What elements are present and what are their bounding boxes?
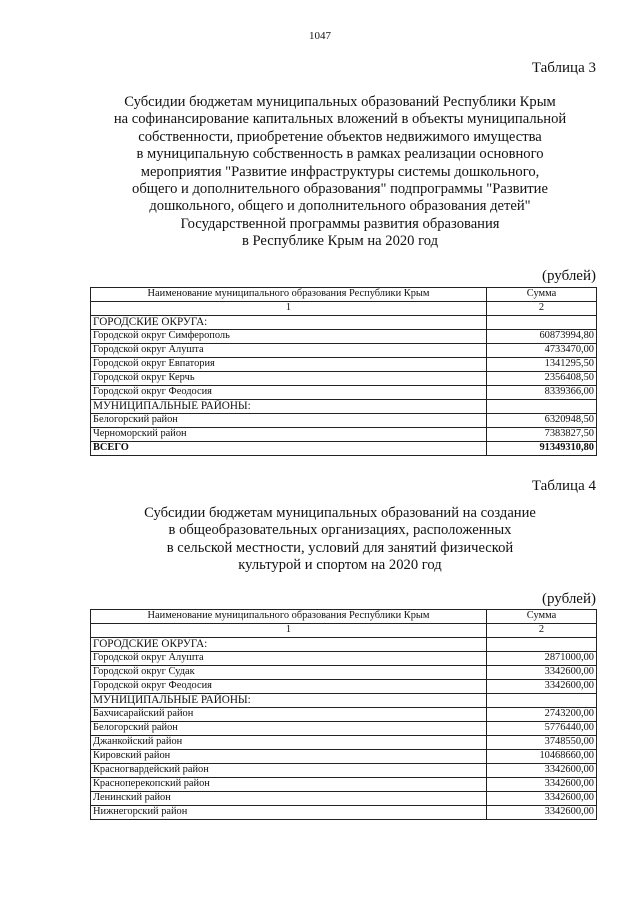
caption-line: на софинансирование капитальных вложений в объекты муниципальной bbox=[113, 111, 567, 128]
caption-line: в сельской местности, условий для занятий физической bbox=[166, 539, 514, 556]
amount: 3342600,00 bbox=[487, 666, 597, 680]
caption-line: в муниципальную собственность в рамках реализации основного bbox=[136, 146, 544, 163]
column-number: 1 bbox=[91, 624, 487, 638]
header-row bbox=[91, 288, 597, 302]
caption-line: Субсидии бюджетам муниципальных образований Республики Крым bbox=[124, 94, 556, 110]
table-row bbox=[91, 344, 597, 358]
amount: 2871000,00 bbox=[487, 652, 597, 666]
amount: 8339366,00 bbox=[487, 386, 597, 400]
municipality-name: Кировский район bbox=[91, 750, 487, 764]
caption-line: собственности, приобретение объектов недвижимого имущества bbox=[138, 128, 542, 145]
municipality-name: Белогорский район bbox=[91, 414, 487, 428]
municipality-name: Черноморский район bbox=[91, 428, 487, 442]
amount: 3342600,00 bbox=[487, 680, 597, 694]
caption-line: в Республике Крым на 2020 год bbox=[241, 233, 439, 250]
caption-line: культурой и спортом на 2020 год bbox=[238, 557, 442, 574]
table-row bbox=[91, 652, 597, 666]
table-4-label: Таблица 4 bbox=[531, 478, 596, 494]
municipality-name: Городской округ Судак bbox=[91, 666, 487, 680]
municipality-name: Нижнегорский район bbox=[91, 806, 487, 820]
total-label: ВСЕГО bbox=[91, 442, 487, 456]
amount: 60873994,80 bbox=[487, 330, 597, 344]
amount: 3342600,00 bbox=[487, 778, 597, 792]
amount: 3342600,00 bbox=[487, 792, 597, 806]
header-sum: Сумма bbox=[487, 288, 597, 302]
column-number: 2 bbox=[487, 624, 597, 638]
amount: 4733470,00 bbox=[487, 344, 597, 358]
table-4-unit: (рублей) bbox=[541, 591, 596, 607]
amount: 1341295,50 bbox=[487, 358, 597, 372]
total-row bbox=[91, 442, 597, 456]
table-4-caption bbox=[90, 505, 590, 575]
municipality-name: Джанкойский район bbox=[91, 736, 487, 750]
column-number: 2 bbox=[487, 302, 597, 316]
header-row bbox=[91, 610, 597, 624]
table-row bbox=[91, 414, 597, 428]
amount: 3342600,00 bbox=[487, 764, 597, 778]
table-row bbox=[91, 708, 597, 722]
column-number-row bbox=[91, 624, 597, 638]
table-row bbox=[91, 372, 597, 386]
column-number-row bbox=[91, 302, 597, 316]
header-name: Наименование муниципального образования Республики Крым bbox=[91, 288, 487, 302]
section-title: МУНИЦИПАЛЬНЫЕ РАЙОНЫ: bbox=[91, 400, 487, 414]
municipality-name: Городской округ Евпатория bbox=[91, 358, 487, 372]
empty-cell bbox=[487, 400, 597, 414]
municipality-name: Бахчисарайский район bbox=[91, 708, 487, 722]
table-row bbox=[91, 764, 597, 778]
caption-line: общего и дополнительного образования" подпрограммы "Развитие bbox=[132, 181, 548, 198]
municipality-name: Городской округ Феодосия bbox=[91, 680, 487, 694]
municipality-name: Городской округ Феодосия bbox=[91, 386, 487, 400]
municipality-name: Белогорский район bbox=[91, 722, 487, 736]
page-number: 1047 bbox=[309, 30, 331, 42]
table-row bbox=[91, 778, 597, 792]
municipality-name: Красногвардейский район bbox=[91, 764, 487, 778]
municipality-name: Ленинский район bbox=[91, 792, 487, 806]
amount: 10468660,00 bbox=[487, 750, 597, 764]
table-row bbox=[91, 750, 597, 764]
subsidy-table-4 bbox=[90, 609, 597, 820]
empty-cell bbox=[487, 694, 597, 708]
table-row bbox=[91, 428, 597, 442]
section-title: ГОРОДСКИЕ ОКРУГА: bbox=[91, 316, 487, 330]
caption-line: в общеобразовательных организациях, расположенных bbox=[168, 522, 512, 539]
total-amount: 91349310,80 bbox=[487, 442, 597, 456]
caption-line: дошкольного, общего и дополнительного образования детей" bbox=[149, 198, 531, 215]
amount: 7383827,50 bbox=[487, 428, 597, 442]
section-row bbox=[91, 638, 597, 652]
amount: 6320948,50 bbox=[487, 414, 597, 428]
municipality-name: Городской округ Симферополь bbox=[91, 330, 487, 344]
caption-line: Субсидии бюджетам муниципальных образований на создание bbox=[144, 505, 536, 521]
section-title: ГОРОДСКИЕ ОКРУГА: bbox=[91, 638, 487, 652]
amount: 2356408,50 bbox=[487, 372, 597, 386]
table-row bbox=[91, 358, 597, 372]
municipality-name: Городской округ Керчь bbox=[91, 372, 487, 386]
amount: 3342600,00 bbox=[487, 806, 597, 820]
caption-line: мероприятия "Развитие инфраструктуры системы дошкольного, bbox=[140, 163, 540, 180]
table-3-caption bbox=[90, 94, 590, 251]
empty-cell bbox=[487, 638, 597, 652]
header-name: Наименование муниципального образования Республики Крым bbox=[91, 610, 487, 624]
table-row bbox=[91, 330, 597, 344]
table-3-unit: (рублей) bbox=[541, 268, 596, 284]
section-row bbox=[91, 316, 597, 330]
section-row bbox=[91, 400, 597, 414]
municipality-name: Красноперекопский район bbox=[91, 778, 487, 792]
table-row bbox=[91, 722, 597, 736]
municipality-name: Городской округ Алушта bbox=[91, 344, 487, 358]
caption-line: Государственной программы развития образования bbox=[180, 215, 500, 232]
table-row bbox=[91, 386, 597, 400]
table-row bbox=[91, 806, 597, 820]
municipality-name: Городской округ Алушта bbox=[91, 652, 487, 666]
amount: 5776440,00 bbox=[487, 722, 597, 736]
table-row bbox=[91, 792, 597, 806]
table-row bbox=[91, 666, 597, 680]
subsidy-table-3 bbox=[90, 287, 597, 456]
amount: 2743200,00 bbox=[487, 708, 597, 722]
section-title: МУНИЦИПАЛЬНЫЕ РАЙОНЫ: bbox=[91, 694, 487, 708]
table-3-label: Таблица 3 bbox=[531, 60, 596, 76]
table-row bbox=[91, 680, 597, 694]
amount: 3748550,00 bbox=[487, 736, 597, 750]
column-number: 1 bbox=[91, 302, 487, 316]
section-row bbox=[91, 694, 597, 708]
table-row bbox=[91, 736, 597, 750]
empty-cell bbox=[487, 316, 597, 330]
header-sum: Сумма bbox=[487, 610, 597, 624]
